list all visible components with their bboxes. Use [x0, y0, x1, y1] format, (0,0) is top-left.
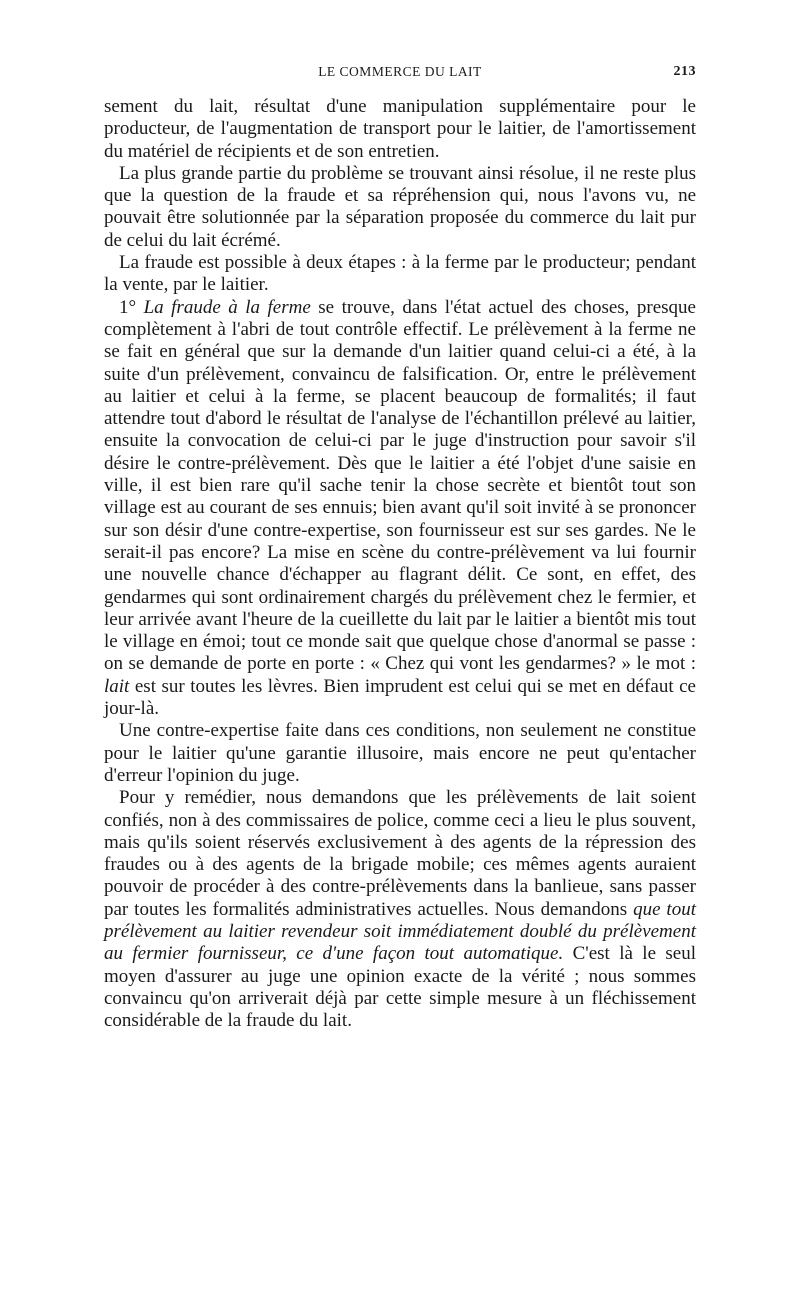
italic-passage: que tout prélèvement au laitier revendeur soit immédiatement doublé du prélèvement au fermier fournisseur, ce d'une façon tout automatique. [104, 898, 696, 965]
paragraph-text: C'est là le seul moyen d'assurer au juge une opinion exacte de la vérité ; nous sommes convaincu qu'on arriverait déjà par cette simple mesure à un fléchissement considérable de la fraude du lait. [104, 943, 696, 1032]
paragraph-text: La plus grande partie du problème se trouvant ainsi résolue, il ne reste plus que la question de la fraude et sa répréhension qui, nous l'avons vu, ne pouvait être solutionnée par la séparation proposée du commerce du lait pur de celui du lait écrémé. [104, 162, 696, 251]
paragraph [104, 96, 696, 163]
paragraph-text: Pour y remédier, nous demandons que les prélèvements de lait soient confiés, non à des commissaires de police, comme ceci a lieu le plus souvent, mais qu'ils soient réservés exclusivement à des agents de la répression des fraudes ou à des agents de la brigade mobile; ces mêmes agents auraient pouvoir de procéder à des contre-prélèvements dans la banlieue, sans passer par toutes les formalités administratives actuelles. Nous demandons [104, 787, 696, 920]
italic-word: lait [104, 675, 130, 697]
paragraph [104, 297, 696, 721]
paragraph [104, 787, 696, 1032]
paragraph-text: se trouve, dans l'état actuel des choses, presque complètement à l'abri de tout contrôle effectif. Le prélèvement à la ferme ne se fait en général que sur la demande d'un laitier quand celui-ci a été, à la suite d'un prélèvement, convaincu de falsification. Or, entre le prélèvement au laitier et celui à la ferme, se placent beaucoup de formalités; il faut attendre tout d'abord le résultat de l'analyse de l'échantillon prélevé au laitier, ensuite la convocation de celui-ci par le juge d'instruction pour savoir s'il désire le contre-prélèvement. Dès que le laitier a été l'objet d'une saisie en ville, il est bien rare qu'il sache tenir la chose secrète et bientôt tout son village est au courant de ses ennuis; bien avant qu'il soit invité à se prononcer sur son désir d'une contre-expertise, son fournisseur est sur ses gardes. Ne le serait-il pas encore? La mise en scène du contre-prélèvement va lui fournir une nouvelle chance d'échapper au flagrant délit. Ce sont, en effet, des gendarmes qui sont ordinairement chargés du prélèvement chez le fermier, et leur arrivée avant l'heure de la cueillette du lait par le laitier a bientôt mis tout le village en émoi; tout ce monde sait que quelque chose d'anormal se passe : on se demande de porte en porte : « Chez qui vont les gendarmes? » le mot : [104, 296, 696, 675]
paragraph-text: est sur toutes les lèvres. Bien imprudent est celui qui se met en défaut ce jour-là. [104, 675, 696, 720]
paragraph-text: La fraude est possible à deux étapes : à la ferme par le producteur; pendant la vente, par le laitier. [104, 252, 696, 296]
running-head [104, 64, 696, 86]
paragraph-text: Une contre-expertise faite dans ces conditions, non seulement ne constitue pour le laitier qu'une garantie illusoire, mais encore ne peut qu'entacher d'erreur l'opinion du juge. [104, 720, 696, 786]
paragraph-text: 1° [119, 296, 144, 318]
section-heading-italic: La fraude à la ferme [143, 296, 311, 318]
page-number: 213 [673, 64, 696, 79]
body-text [104, 96, 696, 1032]
running-title: LE COMMERCE DU LAIT [318, 64, 482, 79]
paragraph [104, 720, 696, 787]
paragraph [104, 252, 696, 297]
paragraph [104, 163, 696, 252]
paragraph-text: sement du lait, résultat d'une manipulation supplémentaire pour le producteur, de l'augmentation de transport pour le laitier, de l'amortissement du matériel de récipients et de son entretien. [104, 96, 696, 162]
